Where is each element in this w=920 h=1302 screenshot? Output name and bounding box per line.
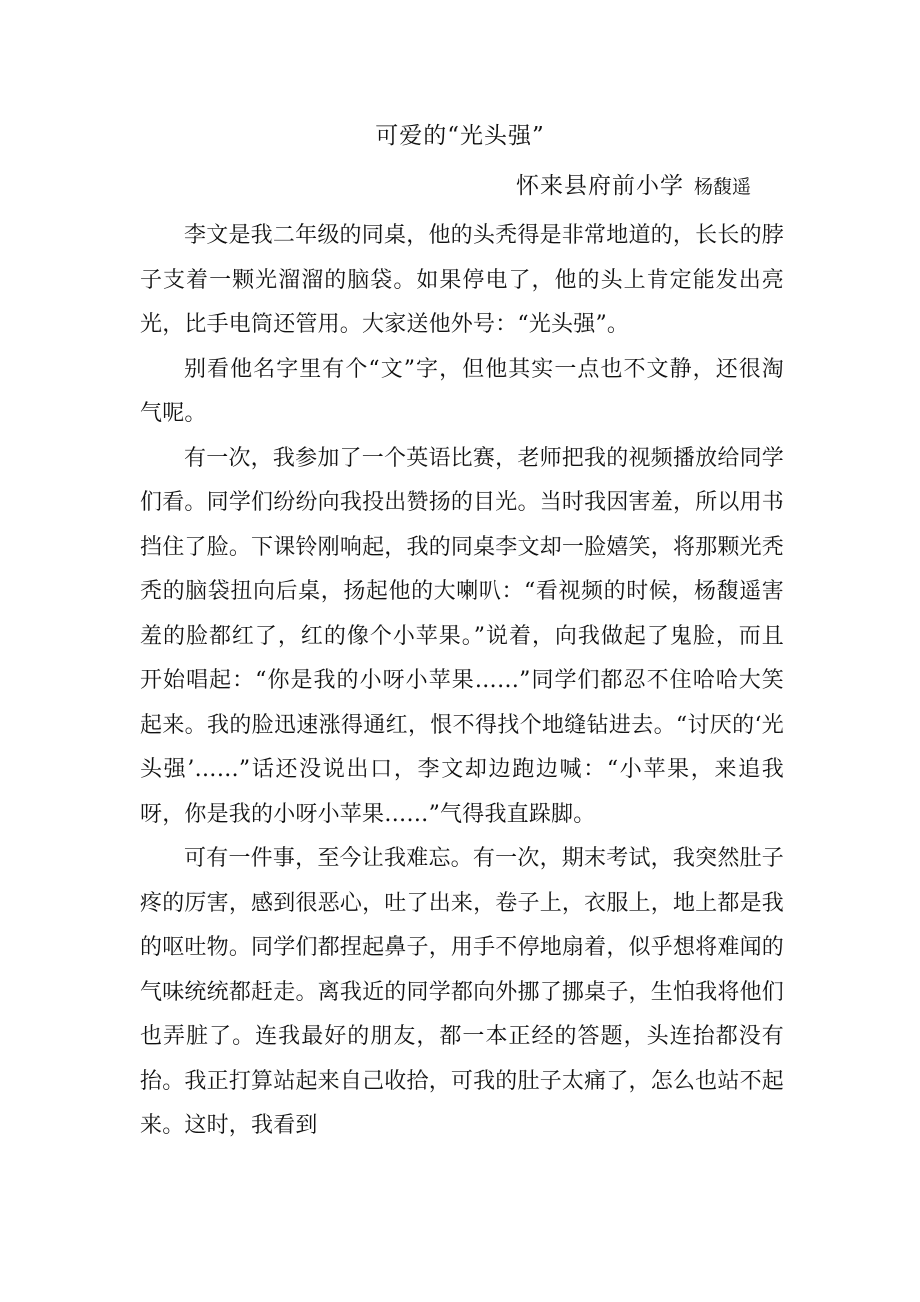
paragraph-1: 李文是我二年级的同桌，他的头秃得是非常地道的，长长的脖子支着一颗光溜溜的脑袋。如果停电了，他的头上肯定能发出亮光，比手电筒还管用。大家送他外号：“光头强”。: [140, 223, 784, 337]
paragraph-4: 可有一件事，至今让我难忘。有一次，期末考试，我突然肚子疼的厉害，感到很恶心，吐了出来，卷子上，衣服上，地上都是我的呕吐物。同学们都捏起鼻子，用手不停地扇着，似乎想将难闻的气味统统都赶走。离我近的同学都向外挪了挪桌子，生怕我将他们也弄脏了。连我最好的朋友，都一本正经的答题，头连抬都没有抬。我正打算站起来自己收拾，可我的肚子太痛了，怎么也站不起来。这时，我看到: [140, 846, 784, 1138]
paragraph-2: 别看他名字里有个“文”字，但他其实一点也不文静，还很淘气呢。: [140, 356, 784, 426]
document-title: 可爱的“光头强”: [375, 123, 545, 149]
paragraph-3: 有一次，我参加了一个英语比赛，老师把我的视频播放给同学们看。同学们纷纷向我投出赞扬的目光。当时我因害羞，所以用书挡住了脸。下课铃刚响起，我的同桌李文却一脸嬉笑，将那颗光秃秃的脑袋扭向后桌，扬起他的大喇叭：“看视频的时候，杨馥遥害羞的脸都红了，红的像个小苹果。”说着，向我做起了鬼脸，而且开始唱起：“你是我的小呀小苹果……”同学们都忍不住哈哈大笑起来。我的脸迅速涨得通红，恨不得找个地缝钻进去。“讨厌的‘光头强’……”话还没说出口，李文却边跑边喊：“小苹果，来追我呀，你是我的小呀小苹果……”气得我直跺脚。: [140, 445, 784, 827]
author-line: [516, 168, 751, 206]
author-school: 怀来县府前小学: [516, 173, 684, 199]
author-name: 杨馥遥: [694, 176, 752, 198]
document-body: [140, 214, 784, 1149]
